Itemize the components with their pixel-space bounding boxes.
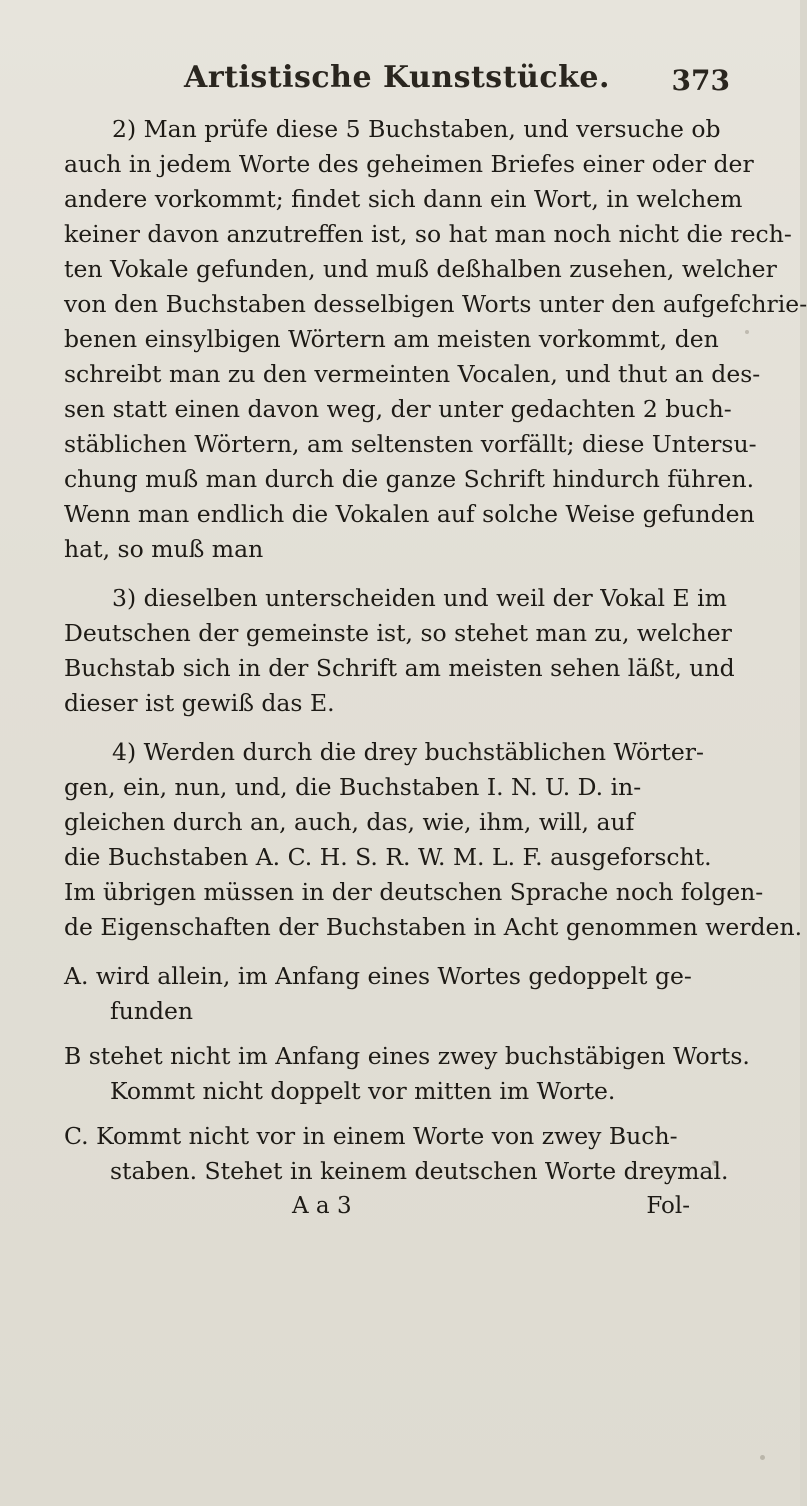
paper-speck	[760, 1455, 765, 1460]
text-line: Deutschen der gemeinste ist, so stehet man zu, welcher	[64, 619, 732, 647]
running-head	[64, 60, 730, 110]
paragraph-3	[64, 581, 735, 721]
text-line: schreibt man zu den vermeinten Vocalen, und thut an des-	[64, 360, 761, 388]
paper-speck	[712, 1160, 718, 1166]
body-text	[64, 112, 807, 1219]
text-line: Buchstab sich in der Schrift am meisten sehen läßt, und	[64, 654, 735, 682]
letter-rules-list	[64, 959, 750, 1189]
text-line: gen, ein, nun, und, die Buchstaben I. N. U. D. in-	[64, 773, 642, 801]
letter-rule-c	[64, 1119, 730, 1189]
text-line: A. wird allein, im Anfang eines Wortes gedoppelt ge-	[64, 962, 692, 990]
text-line: Im übrigen müssen in der deutschen Sprache noch folgen-	[64, 878, 764, 906]
text-line: Kommt nicht doppelt vor mitten im Worte.	[110, 1077, 616, 1105]
catchword: Fol-	[646, 1193, 690, 1219]
text-line: keiner davon anzutreffen ist, so hat man noch nicht die rech-	[64, 220, 792, 248]
page-number: 373	[671, 64, 730, 97]
text-line: andere vorkommt; findet sich dann ein Wort, in welchem	[64, 185, 743, 213]
text-line: B stehet nicht im Anfang eines zwey buchstäbigen Worts.	[64, 1042, 750, 1070]
text-line: gleichen durch an, auch, das, wie, ihm, will, auf	[64, 808, 635, 836]
text-line: de Eigenschaften der Buchstaben in Acht genommen werden.	[64, 913, 803, 941]
text-line: 3) dieselben unterscheiden und weil der Vokal E im	[112, 584, 727, 612]
text-line: chung muß man durch die ganze Schrift hindurch führen.	[64, 465, 755, 493]
text-line: ten Vokale gefunden, und muß deßhalben zusehen, welcher	[64, 255, 777, 283]
letter-rule-a	[64, 959, 730, 1029]
text-line: von den Buchstaben desselbigen Worts unter den aufgefchrie-	[64, 290, 807, 318]
text-line: benen einsylbigen Wörtern am meisten vorkommt, den	[64, 325, 719, 353]
text-line: hat, so muß man	[64, 535, 264, 563]
paragraph-2	[64, 112, 807, 567]
text-line: auch in jedem Worte des geheimen Briefes einer oder der	[64, 150, 754, 178]
text-line: C. Kommt nicht vor in einem Worte von zwey Buch-	[64, 1122, 678, 1150]
page-footer	[64, 1193, 730, 1219]
signature-mark: A a 3	[292, 1193, 352, 1219]
letter-rule-b	[64, 1039, 750, 1109]
running-title: Artistische Kunststücke.	[184, 60, 610, 95]
text-line: die Buchstaben A. C. H. S. R. W. M. L. F. ausgeforscht.	[64, 843, 712, 871]
text-line: 2) Man prüfe diese 5 Buchstaben, und versuche ob	[112, 115, 721, 143]
text-line: Wenn man endlich die Vokalen auf solche Weise gefunden	[64, 500, 755, 528]
text-line: 4) Werden durch die drey buchstäblichen Wörter-	[112, 738, 704, 766]
text-line: staben. Stehet in keinem deutschen Worte dreymal.	[110, 1157, 729, 1185]
paragraph-4	[64, 735, 803, 945]
text-line: sen statt einen davon weg, der unter gedachten 2 buch-	[64, 395, 732, 423]
text-line: funden	[110, 997, 194, 1025]
text-line: dieser ist gewiß das E.	[64, 689, 335, 717]
text-line: stäblichen Wörtern, am seltensten vorfällt; diese Untersu-	[64, 430, 757, 458]
paper-speck	[745, 330, 749, 334]
